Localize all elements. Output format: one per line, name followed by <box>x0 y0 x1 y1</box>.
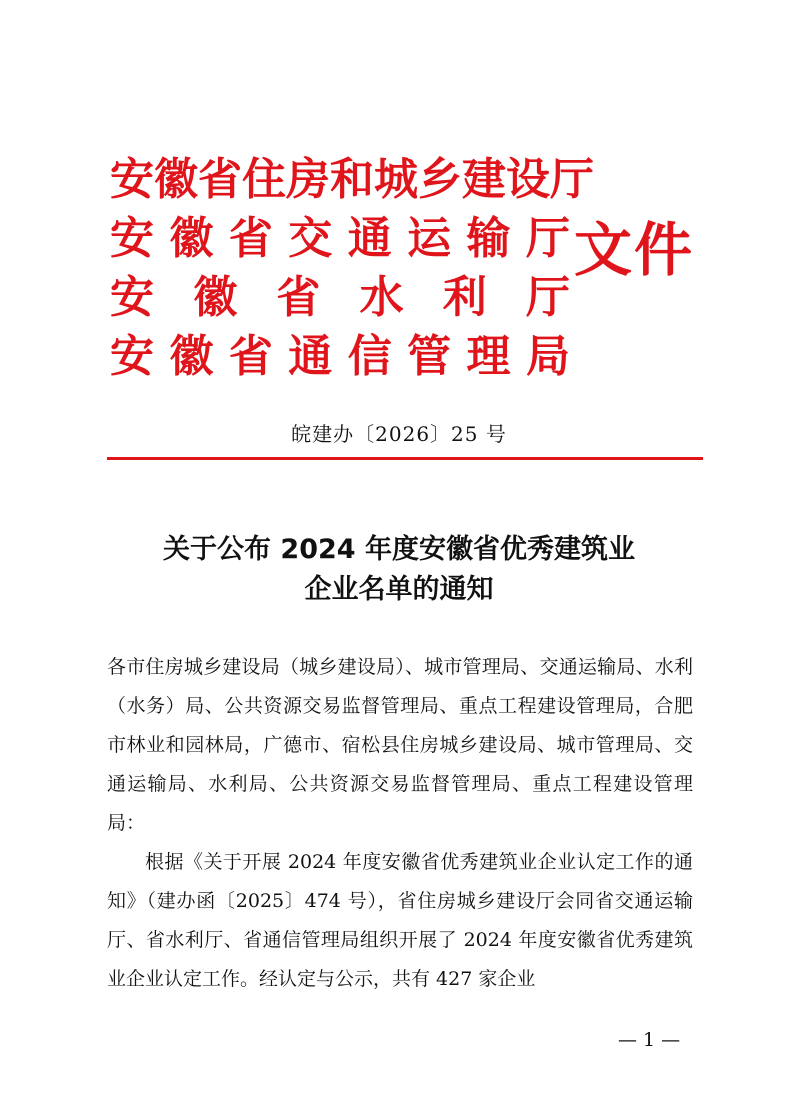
notice-body <box>107 648 693 999</box>
issuer-char: 和 <box>330 154 374 205</box>
red-separator-line <box>107 457 703 460</box>
issuer-char: 局 <box>525 331 570 382</box>
issuer-water-department <box>110 268 570 327</box>
notice-title <box>0 530 798 610</box>
document-number: 皖建办〔2026〕25 号 <box>291 422 507 446</box>
issuer-char: 省 <box>198 154 242 205</box>
issuer-char: 徽 <box>169 331 214 382</box>
issuer-char: 信 <box>347 331 392 382</box>
issuer-char: 房 <box>286 154 330 205</box>
issuer-char: 徽 <box>193 272 238 323</box>
page-number: — 1 — <box>618 1029 681 1051</box>
issuer-char: 厅 <box>525 272 570 323</box>
issuer-char: 设 <box>506 154 550 205</box>
issuer-char: 省 <box>228 331 273 382</box>
issuer-char: 安 <box>110 272 154 323</box>
issuer-char: 输 <box>466 213 511 264</box>
issuer-char: 徽 <box>169 213 214 264</box>
issuer-char: 厅 <box>550 154 594 205</box>
issuer-char: 厅 <box>525 213 570 264</box>
issuer-char: 通 <box>347 213 392 264</box>
notice-title-line-1: 关于公布 2024 年度安徽省优秀建筑业 <box>163 534 635 565</box>
issuer-char: 通 <box>288 331 333 382</box>
issuer-char: 交 <box>288 213 333 264</box>
issuer-char: 建 <box>462 154 506 205</box>
addressee-paragraph: 各市住房城乡建设局（城乡建设局）、城市管理局、交通运输局、水利（水务）局、公共资源交易监督管理局、重点工程建设管理局，合肥市林业和园林局，广德市、宿松县住房城乡建设局、城市管理局、交通运输局、水利局、公共资源交易监督管理局、重点工程建设管理局： <box>107 656 693 834</box>
issuer-char: 住 <box>242 154 286 205</box>
issuer-char: 徽 <box>154 154 198 205</box>
issuer-transport-department <box>110 209 570 268</box>
body-paragraph: 根据《关于开展 2024 年度安徽省优秀建筑业企业认定工作的通知》（建办函〔2025〕474 号），省住房城乡建设厅会同省交通运输厅、省水利厅、省通信管理局组织开展了 2024 年度安徽省优秀建筑业企业认定工作。经认定与公示，共有 427 家企业 <box>107 851 693 990</box>
issuer-communications-bureau <box>110 327 570 386</box>
document-type-label: 文件 <box>574 216 695 284</box>
issuer-char: 城 <box>374 154 418 205</box>
issuer-char: 安 <box>110 154 154 205</box>
issuer-char: 管 <box>407 331 452 382</box>
issuer-char: 安 <box>110 331 154 382</box>
issuer-char: 省 <box>276 272 321 323</box>
issuer-housing-department <box>110 150 594 209</box>
issuer-char: 省 <box>228 213 273 264</box>
issuer-char: 运 <box>407 213 452 264</box>
issuer-char: 水 <box>359 272 404 323</box>
issuer-char: 安 <box>110 213 154 264</box>
issuer-char: 乡 <box>418 154 462 205</box>
notice-title-line-2: 企业名单的通知 <box>304 574 494 605</box>
issuer-char: 理 <box>466 331 511 382</box>
issuer-char: 利 <box>442 272 487 323</box>
issuing-agencies <box>110 150 594 386</box>
